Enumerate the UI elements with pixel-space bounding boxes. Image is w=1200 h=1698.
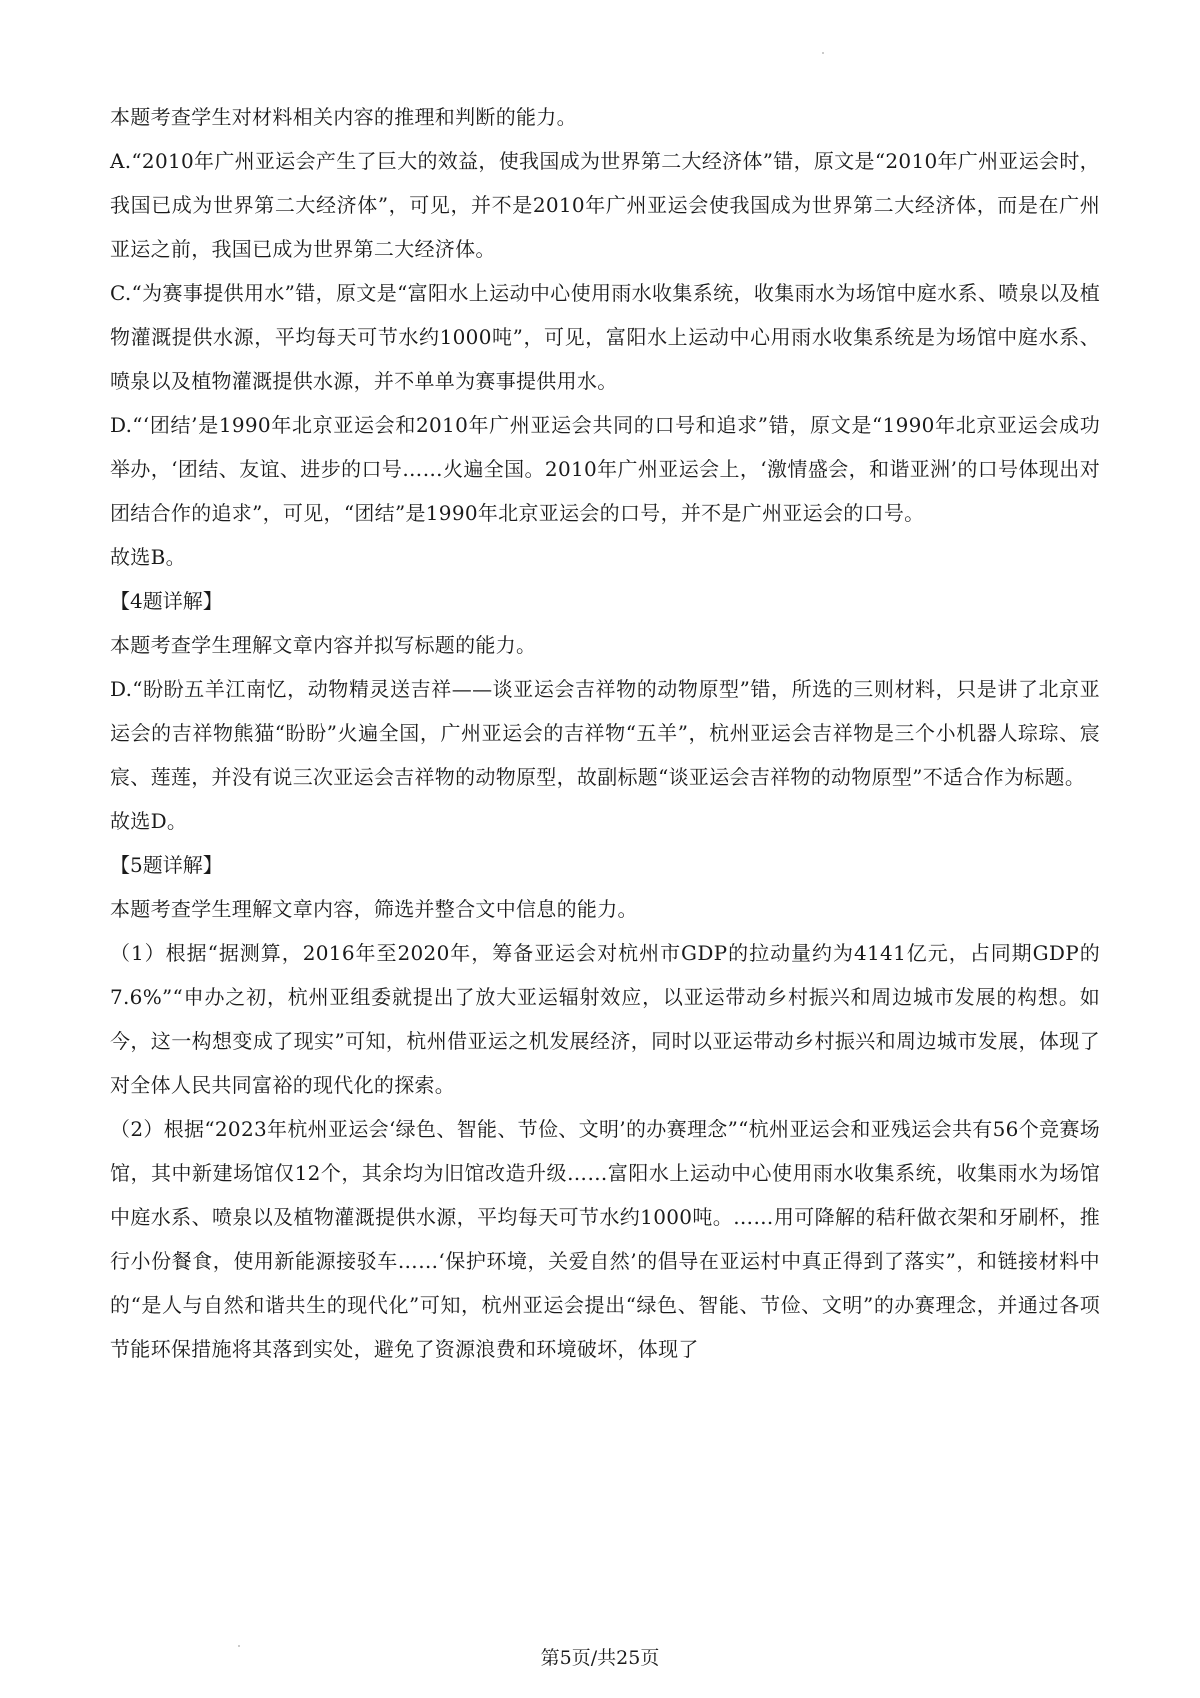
answer-q4: 故选D。 [110, 809, 188, 833]
scan-speck-top [822, 52, 824, 54]
option-a-paragraph: A.“2010年广州亚运会产生了巨大的效益，使我国成为世界第二大经济体”错，原文是“2010年广州亚运会时，我国已成为世界第二大经济体”，可见，并不是2010年广州亚运会使我国成为世界第二大经济体，而是在广州亚运之前，我国已成为世界第二大经济体。 [110, 149, 1100, 261]
q5-point-2: （2）根据“2023年杭州亚运会‘绿色、智能、节俭、文明’的办赛理念”“杭州亚运会和亚残运会共有56个竞赛场馆，其中新建场馆仅12个，其余均为旧馆改造升级……富阳水上运动中心使用雨水收集系统，收集雨水为场馆中庭水系、喷泉以及植物灌溉提供水源，平均每天可节水约1000吨。……用可降解的秸秆做衣架和牙刷杯，推行小份餐食，使用新能源接驳车……‘保护环境，关爱自然’的倡导在亚运村中真正得到了落实”，和链接材料中的“是人与自然和谐共生的现代化”可知，杭州亚运会提出“绿色、智能、节俭、文明”的办赛理念，并通过各项节能环保措施将其落到实处，避免了资源浪费和环境破坏，体现了 [110, 1117, 1100, 1361]
option-c-paragraph: C.“为赛事提供用水”错，原文是“富阳水上运动中心使用雨水收集系统，收集雨水为场馆中庭水系、喷泉以及植物灌溉提供水源，平均每天可节水约1000吨”，可见，富阳水上运动中心用雨水收集系统是为场馆中庭水系、喷泉以及植物灌溉提供水源，并不单单为赛事提供用水。 [110, 281, 1100, 393]
q5-point-1: （1）根据“据测算，2016年至2020年，筹备亚运会对杭州市GDP的拉动量约为4141亿元，占同期GDP的7.6%”“申办之初，杭州亚组委就提出了放大亚运辐射效应，以亚运带动乡村振兴和周边城市发展的构想。如今，这一构想变成了现实”可知，杭州借亚运之机发展经济，同时以亚运带动乡村振兴和周边城市发展，体现了对全体人民共同富裕的现代化的探索。 [110, 941, 1100, 1097]
q5-intro: 本题考查学生理解文章内容，筛选并整合文中信息的能力。 [110, 897, 638, 921]
q5-heading: 【5题详解】 [110, 853, 223, 877]
q4-heading: 【4题详解】 [110, 589, 223, 613]
q4-option-d: D.“盼盼五羊江南忆，动物精灵送吉祥——谈亚运会吉祥物的动物原型”错，所选的三则材料，只是讲了北京亚运会的吉祥物熊猫“盼盼”火遍全国，广州亚运会的吉祥物“五羊”，杭州亚运会吉祥物是三个小机器人琮琮、宸宸、莲莲，并没有说三次亚运会吉祥物的动物原型，故副标题“谈亚运会吉祥物的动物原型”不适合作为标题。 [110, 677, 1100, 789]
page-content [110, 95, 1100, 1371]
intro-paragraph: 本题考查学生对材料相关内容的推理和判断的能力。 [110, 105, 577, 129]
answer-q3: 故选B。 [110, 545, 186, 569]
page-footer: 第5页/共25页 [540, 1647, 660, 1669]
q4-intro: 本题考查学生理解文章内容并拟写标题的能力。 [110, 633, 537, 657]
option-d-paragraph: D.“‘团结’是1990年北京亚运会和2010年广州亚运会共同的口号和追求”错，原文是“1990年北京亚运会成功举办，‘团结、友谊、进步的口号……火遍全国。2010年广州亚运会上，‘激情盛会，和谐亚洲’的口号体现出对团结合作的追求”，可见，“团结”是1990年北京亚运会的口号，并不是广州亚运会的口号。 [110, 413, 1100, 525]
